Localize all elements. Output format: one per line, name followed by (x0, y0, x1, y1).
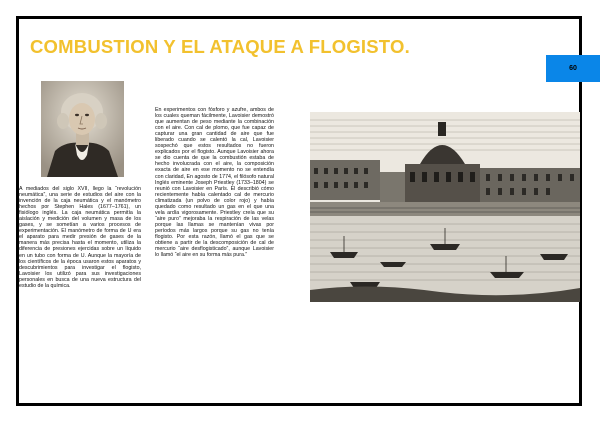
left-column-text: A mediados del siglo XVII, llego la “revolución neumática”, una serie de estudios del aire con la invención de la caja neumática y el manómetro hechos por Stephen Hales (1677–1761), un fisiólogo inglés. La caja neumática permitía la aislación y medición del volumen y masa de los gases, y se sometían a varios procesos de experimentación. El manómetro de forma de U era el aparato para medir presión de gases de la manera más precisa hasta el momento, utiliza la diferencia de presiones ejercidas sobre un líquido en un tubo con forma de U. Aunque la mayoría de los científicos de la época usaron estos aparatos y descubrimientos para investigar el flogisto, Lavoisier los utilizó para sus investigaciones personales en busca de una nueva estructura del estudio de la química. (19, 186, 141, 289)
page-title: COMBUSTION Y EL ATAQUE A FLOGISTO. (30, 36, 410, 57)
lavoisier-portrait-image (41, 81, 124, 177)
right-column-text: En experimentos con fósforo y azufre, ambos de los cuales queman fácilmente, Lavoisier demostró que aumentan de peso mediante la combinación con el aire. Con cal de plomo, que fue capaz de capturar una gran cantidad de aire que fue liberado cuando se calentó la cal, Lavoisier sospechó que estos resultados no fueron explicados por el flogisto. Aunque Lavoisier ahora se dio cuenta de que la combustión estaba de hecho involucrada con el aire, la composición exacta de aire en ese momento no se entendía con claridad, En agosto de 1774, el filósofo natural Inglés eminente Joseph Priestley (1733–1804) se reunió con Lavoisier en París. Él describió cómo recientemente había calentado cal de mercurio climatizada (un polvo de color rojo) y había quedado como resultado un gas en el que una vela ardía vigorosamente. Priestley creía que su “aire puro” mejoraba la respiración de las velas porque las llamas se mantenían vivas por períodos más largos porque su gas no tenía flogisto. Por esta razón, llamó el gas que se obtiene a partir de la descomposición de cal de mercurio “aire desflogisticado”, aunque Lavoisier lo llamó “el aire en su forma más pura.” (155, 107, 274, 259)
paris-engraving-image (310, 112, 580, 302)
page-number-badge: 60 (546, 55, 600, 82)
